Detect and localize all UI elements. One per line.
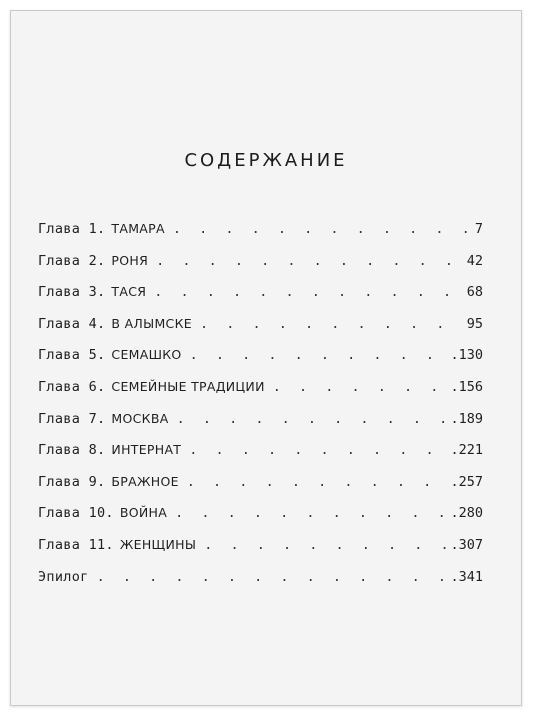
page-number: .341 <box>450 568 483 585</box>
page-number: .156 <box>450 378 483 395</box>
dot-leader <box>175 505 448 521</box>
dot-leader <box>273 379 449 395</box>
page-number: 95 <box>466 315 483 332</box>
page-number: .307 <box>450 536 483 553</box>
toc-entry <box>38 411 483 443</box>
toc-entry <box>38 253 483 285</box>
chapter-number: Глава 11. <box>38 536 114 553</box>
toc-entry <box>38 569 483 601</box>
dot-leader <box>154 284 465 300</box>
dot-leader <box>97 569 449 585</box>
toc-entry <box>38 316 483 348</box>
chapter-number: Глава 3. <box>38 284 106 301</box>
chapter-title: РОНЯ <box>111 252 149 268</box>
toc-entry <box>38 474 483 506</box>
dot-leader <box>204 537 448 553</box>
page-number: .257 <box>450 473 483 490</box>
chapter-title: ВОЙНА <box>119 505 168 521</box>
chapter-number: Глава 4. <box>38 315 106 332</box>
chapter-title: В АЛЫМСКЕ <box>111 315 192 331</box>
toc-entry <box>38 347 483 379</box>
page-number: 42 <box>466 252 483 269</box>
chapter-number: Глава 10. <box>38 505 114 522</box>
book-page <box>10 10 522 706</box>
toc-entry <box>38 284 483 316</box>
toc-entry <box>38 221 483 253</box>
dot-leader <box>190 347 449 363</box>
chapter-title: ТАСЯ <box>111 284 147 300</box>
page-number: 7 <box>474 221 483 237</box>
chapter-number: Глава 7. <box>38 410 106 427</box>
dot-leader <box>156 253 465 269</box>
toc-entry <box>38 537 483 569</box>
page-number: .221 <box>450 442 483 459</box>
toc-entry <box>38 379 483 411</box>
dot-leader <box>200 316 465 332</box>
chapter-number: Глава 6. <box>38 378 106 395</box>
chapter-number: Глава 2. <box>38 252 106 269</box>
chapter-number: Глава 5. <box>38 347 106 364</box>
chapter-title: ИНТЕРНАТ <box>111 442 182 458</box>
page-number: .189 <box>450 410 483 427</box>
dot-leader <box>173 221 473 237</box>
chapter-title: МОСКВА <box>111 410 169 426</box>
chapter-title: ЖЕНЩИНЫ <box>119 536 197 552</box>
toc-entry <box>38 442 483 474</box>
chapter-number: Глава 8. <box>38 442 106 459</box>
table-of-contents <box>38 221 483 600</box>
page-number: .130 <box>450 347 483 364</box>
chapter-number: Глава 1. <box>38 221 106 237</box>
toc-entry <box>38 505 483 537</box>
page-number: 68 <box>466 284 483 301</box>
chapter-title: СЕМЕЙНЫЕ ТРАДИЦИИ <box>111 378 265 394</box>
chapter-title: БРАЖНОЕ <box>111 473 179 489</box>
dot-leader <box>177 411 449 427</box>
chapter-title: ТАМАРА <box>111 221 165 236</box>
chapter-number: Глава 9. <box>38 473 106 490</box>
page-title: СОДЕРЖАНИЕ <box>184 150 348 171</box>
chapter-number: Эпилог <box>38 568 89 585</box>
page-number: .280 <box>450 505 483 522</box>
dot-leader <box>189 442 448 458</box>
dot-leader <box>187 474 449 490</box>
chapter-title: СЕМАШКО <box>111 347 182 363</box>
